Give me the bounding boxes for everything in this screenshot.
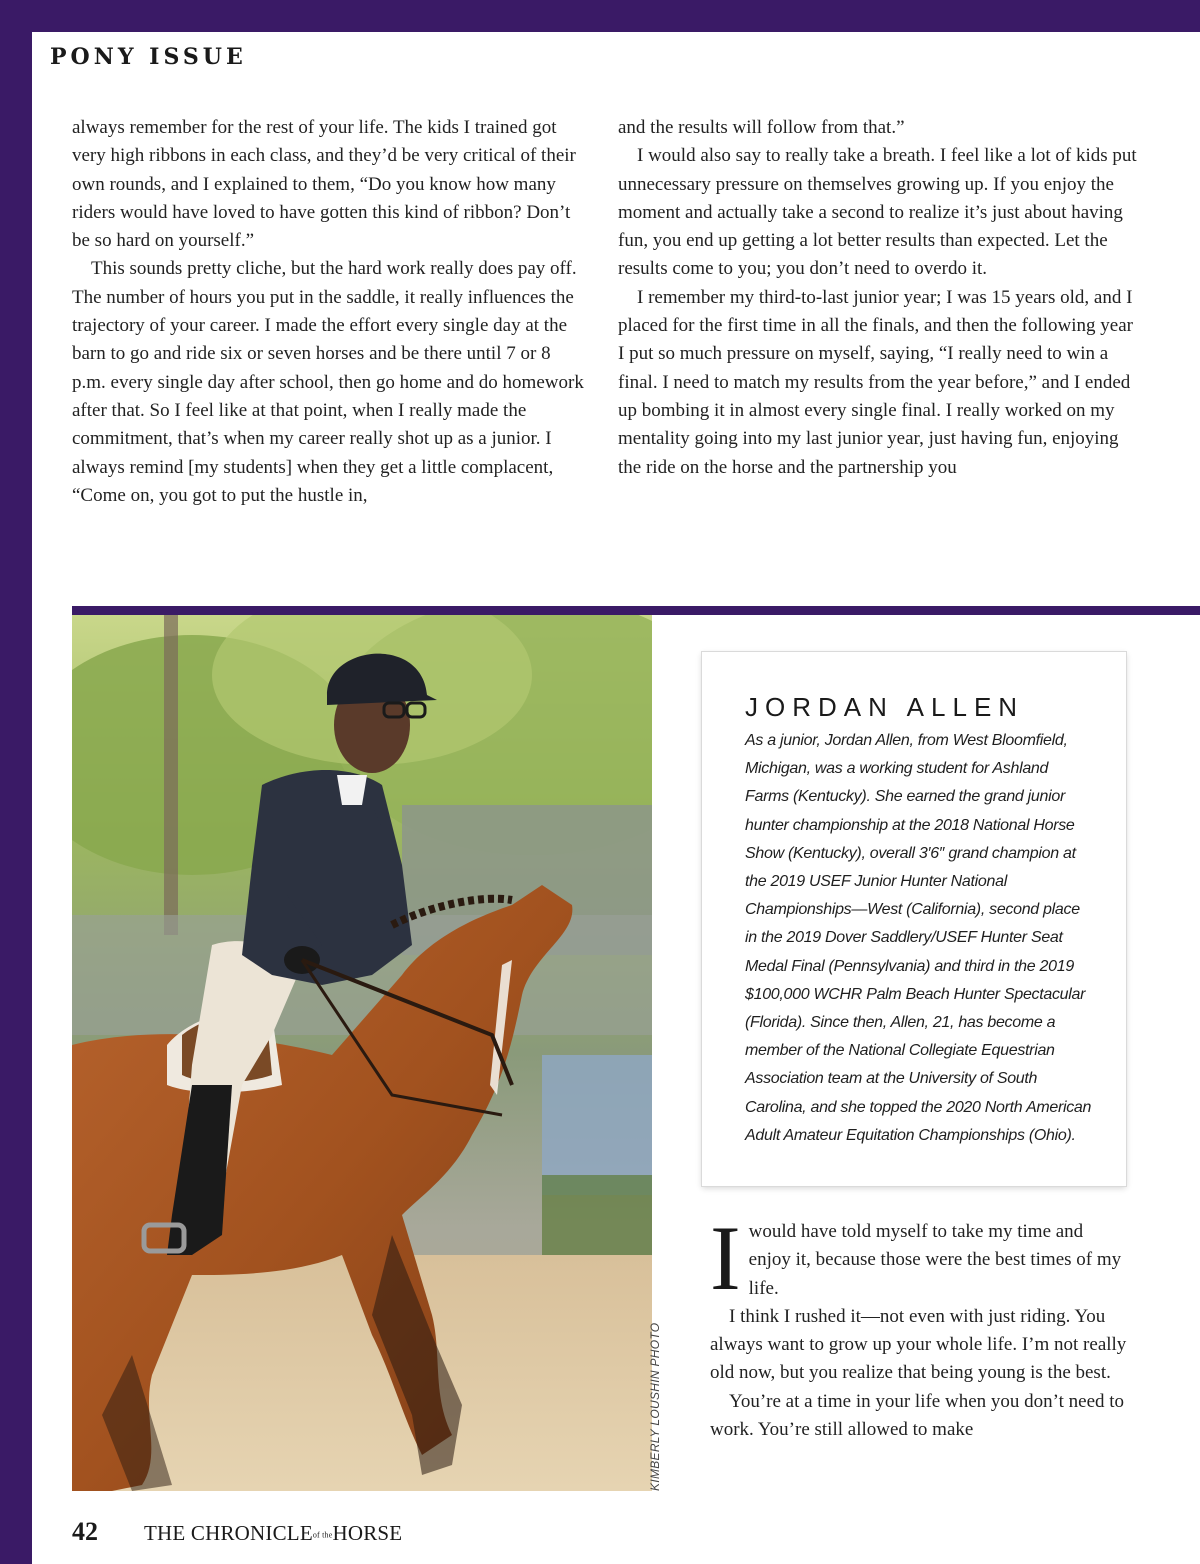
article-paragraph: always remember for the rest of your life. The kids I trained got very high ribbons in each class, and they’d be very critical of their own rounds, and I explained to them, “Do you know how many riders would have loved to have gotten this kind of ribbon? Don’t be so hard on yourself.” xyxy=(72,117,576,252)
article-paragraph: I would also say to really take a breath. I feel like a lot of kids put unnecessary pressure on themselves growing up. If you enjoy the moment and actually take a second to realize it’s just about having fun, you end up getting a lot better results than expected. Let the results come to you; you don’t need to overdo it. xyxy=(618,145,1137,280)
magazine-logo xyxy=(144,1521,402,1546)
article-paragraph: and the results will follow from that.” xyxy=(618,117,905,138)
magazine-the: THE xyxy=(144,1521,186,1545)
quote-paragraph: I think I rushed it—not even with just riding. You always want to grow up your whole life. I’m not really old now, but you realize that being young is the best. xyxy=(710,1305,1127,1384)
article-left-column xyxy=(72,114,586,510)
quote-first-text: would have told myself to take my time and enjoy it, because those were the best times of my life. xyxy=(748,1221,1122,1299)
magazine-page xyxy=(32,32,1200,1564)
section-header: PONY ISSUE xyxy=(50,44,247,70)
magazine-chronicle: CHRONICLE xyxy=(190,1521,313,1545)
section-divider xyxy=(72,606,1200,615)
quote-first-paragraph xyxy=(710,1207,1130,1309)
article-right-column xyxy=(618,114,1142,482)
bio-text: As a junior, Jordan Allen, from West Bloomfield, Michigan, was a working student for Ashland Farms (Kentucky). She earned the grand junior hunter championship at the 2018 National Horse Show (Kentucky), overall 3′6″ grand champion at the 2019 USEF Junior Hunter National Championships—West (California), second place in the 2019 Dover Saddlery/USEF Hunter Seat Medal Final (Pennsylvania) and third in the 2019 $100,000 WCHR Palm Beach Hunter Spectacular (Florida). Since then, Allen, 21, has become a member of the National Collegiate Equestrian Association team at the University of South Carolina, and she topped the 2020 North American Adult Amateur Equitation Championships (Ohio). xyxy=(745,732,1092,1144)
article-paragraph: I remember my third-to-last junior year; I was 15 years old, and I placed for the first time in all the finals, and then the following year I put so much pressure on myself, saying, “I really need to win a final. I need to match my results from the year before,” and I ended up bombing it in almost every single final. I really worked on my mentality going into my last junior year, just having fun, enjoying the ride on the horse and the partnership you xyxy=(618,286,1133,478)
page-number: 42 xyxy=(72,1517,98,1546)
bio-sidebar-box xyxy=(702,652,1126,1186)
bio-name: JORDAN ALLEN xyxy=(745,692,1025,722)
magazine-horse: HORSE xyxy=(332,1521,403,1545)
article-paragraph: This sounds pretty cliche, but the hard work really does pay off. The number of hours you put in the saddle, it really influences the trajectory of your career. I made the effort every single day at the barn to go and ride six or seven horses and be there until 7 or 8 p.m. every single day after school, then go home and do homework after that. So I feel like at that point, when I really made the commitment, that’s when my career really shot up as a junior. I always remind [my students] when they get a little complacent, “Come on, you got to put the hustle in, xyxy=(72,258,584,506)
rider-photo xyxy=(72,615,652,1491)
drop-cap: I xyxy=(710,1207,741,1309)
magazine-of-the: of the xyxy=(312,1530,333,1540)
quote-column xyxy=(710,1207,1130,1444)
photo-credit: KIMBERLY LOUSHIN PHOTO xyxy=(648,1322,662,1491)
quote-paragraph: You’re at a time in your life when you don’t need to work. You’re still allowed to make xyxy=(710,1390,1125,1441)
